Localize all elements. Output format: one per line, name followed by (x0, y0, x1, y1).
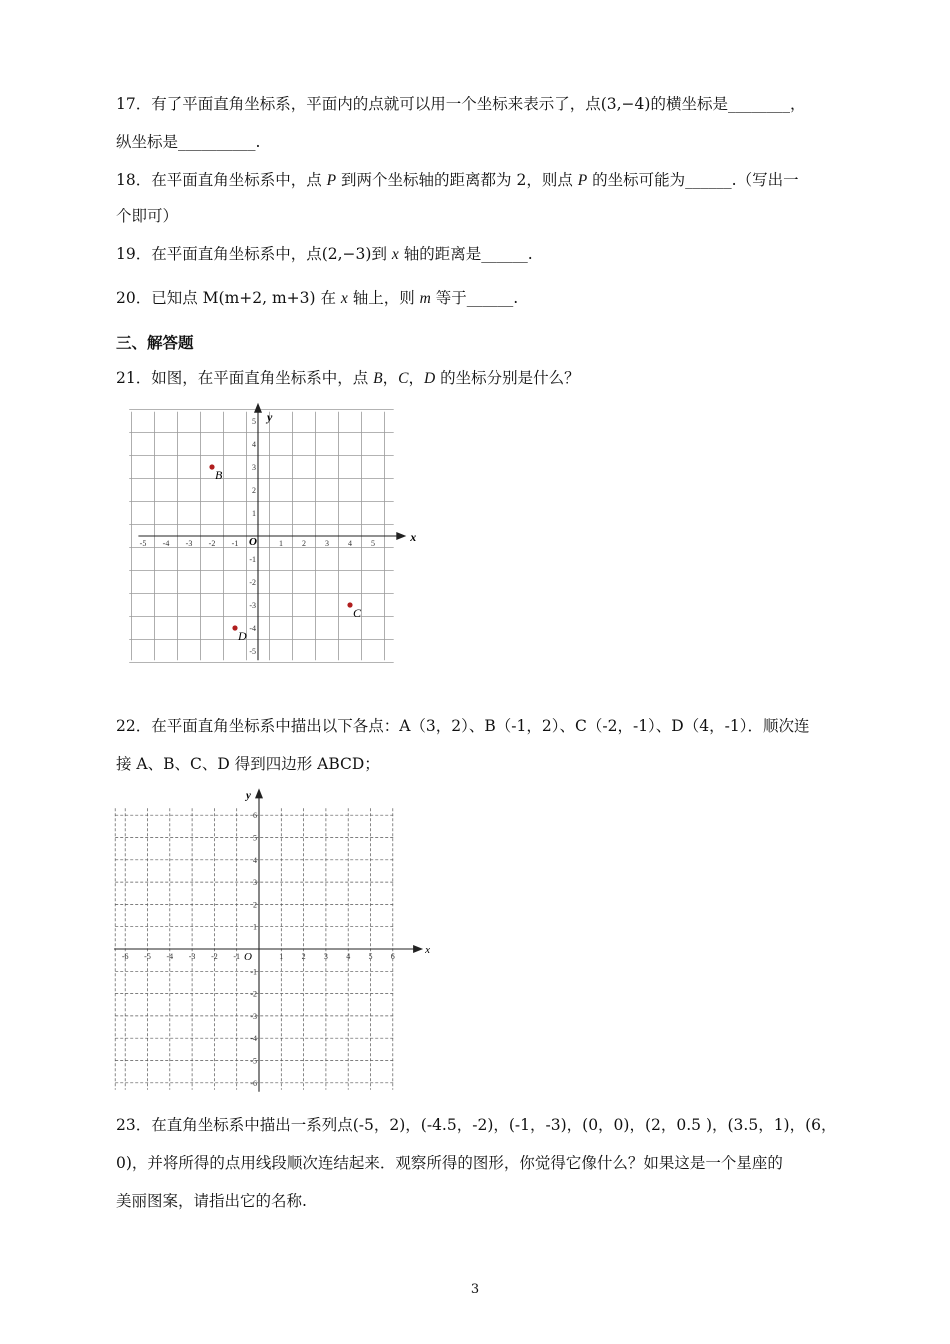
x-tick-label: -1 (233, 952, 241, 961)
y-tick-label: -5 (249, 647, 256, 656)
y-tick-label: -4 (249, 624, 256, 633)
x-tick-label: 2 (301, 952, 306, 961)
y-tick-label: -2 (250, 989, 257, 999)
q19-line: 19．在平面直角坐标系中，点(2,−3)到 x 轴的距离是______. (116, 245, 533, 263)
origin-label: O (249, 536, 257, 548)
y-tick-label: 3 (253, 878, 257, 888)
y-tick-label: -6 (250, 1078, 257, 1088)
x-tick-label: 6 (390, 952, 395, 961)
q18-line1: 18．在平面直角坐标系中，点 P 到两个坐标轴的距离都为 2，则点 P 的坐标可能为______.（写出一 (116, 171, 799, 189)
y-tick-label: -3 (249, 601, 256, 610)
x-tick-label: 4 (348, 539, 352, 548)
q23-line2: 0)，并将所得的点用线段顺次连结起来．观察所得的图形，你觉得它像什么？如果这是一个星座的 (116, 1154, 783, 1172)
q21-line: 21．如图，在平面直角坐标系中，点 B，C，D 的坐标分别是什么？ (116, 369, 580, 387)
y-tick-label: -2 (249, 578, 256, 587)
x-tick-label: -1 (231, 539, 239, 548)
x-axis-label: x (410, 530, 417, 544)
x-axis-arrow (396, 532, 406, 540)
x-tick-label: -2 (208, 539, 216, 548)
q18-line2: 个即可） (116, 207, 179, 225)
q22-line2: 接 A、B、C、D 得到四边形 ABCD； (116, 755, 380, 773)
point-B (209, 464, 214, 469)
point-label-C: C (353, 606, 362, 620)
x-tick-label: -4 (162, 539, 170, 548)
point-D (232, 625, 237, 630)
origin-label: O (244, 951, 252, 963)
y-tick-label: 5 (252, 417, 256, 426)
x-tick-label: 3 (325, 539, 329, 548)
q20-line: 20．已知点 M(m+2, m+3) 在 x 轴上，则 m 等于______. (116, 289, 519, 307)
y-tick-label: -1 (249, 555, 256, 564)
x-tick-label: 1 (279, 952, 284, 961)
x-tick-label: 4 (346, 952, 351, 961)
y-axis-label: y (246, 789, 251, 802)
y-tick-label: 2 (253, 900, 257, 910)
y-tick-label: 6 (253, 811, 257, 821)
q17-line1: 17．有了平面直角坐标系，平面内的点就可以用一个坐标来表示了，点(3,−4)的横坐标是________， (116, 95, 806, 113)
x-tick-label: -5 (144, 952, 151, 961)
x-tick-label: -5 (139, 539, 147, 548)
y-tick-label: 1 (252, 509, 256, 518)
q22-line1: 22．在平面直角坐标系中描出以下各点：A（3，2）、B（-1，2）、C（-2，-1）、D（4，-1）．顺次连 (116, 717, 810, 735)
y-axis-label: y (267, 409, 273, 424)
y-tick-label: 3 (252, 463, 256, 472)
x-tick-label: -3 (188, 952, 196, 961)
y-tick-label: -4 (250, 1034, 257, 1044)
page-number: 3 (470, 1282, 480, 1297)
x-tick-label: -3 (185, 539, 193, 548)
x-tick-label: -2 (211, 952, 218, 961)
y-tick-label: -1 (250, 967, 257, 977)
x-tick-label: 5 (368, 952, 373, 961)
point-label-D: D (238, 629, 247, 643)
x-tick-label: 2 (302, 539, 306, 548)
y-tick-label: 1 (253, 922, 257, 932)
y-tick-label: 5 (253, 833, 257, 843)
point-C (347, 602, 352, 607)
x-tick-label: -6 (121, 952, 129, 961)
point-label-B: B (215, 468, 223, 482)
x-tick-label: 1 (279, 539, 283, 548)
y-tick-label: -5 (250, 1056, 257, 1066)
q23-line3: 美丽图案，请指出它的名称. (116, 1192, 307, 1210)
x-axis-label: x (425, 944, 430, 956)
section-title: 三、解答题 (116, 333, 194, 352)
x-tick-label: 3 (323, 952, 328, 961)
y-axis-arrow (254, 403, 262, 413)
y-tick-label: 4 (253, 855, 257, 865)
q23-line1: 23．在直角坐标系中描出一系列点(-5，2)，(-4.5，-2)，(-1，-3)，(0，0)，(2，0.5 )，(3.5，1)，(6， (116, 1116, 837, 1134)
y-tick-label: -3 (250, 1011, 257, 1021)
x-tick-label: 5 (371, 539, 375, 548)
q17-line2: 纵坐标是__________. (116, 133, 261, 151)
y-tick-label: 4 (252, 440, 256, 449)
x-tick-label: -4 (166, 952, 174, 961)
y-tick-label: 2 (252, 486, 256, 495)
